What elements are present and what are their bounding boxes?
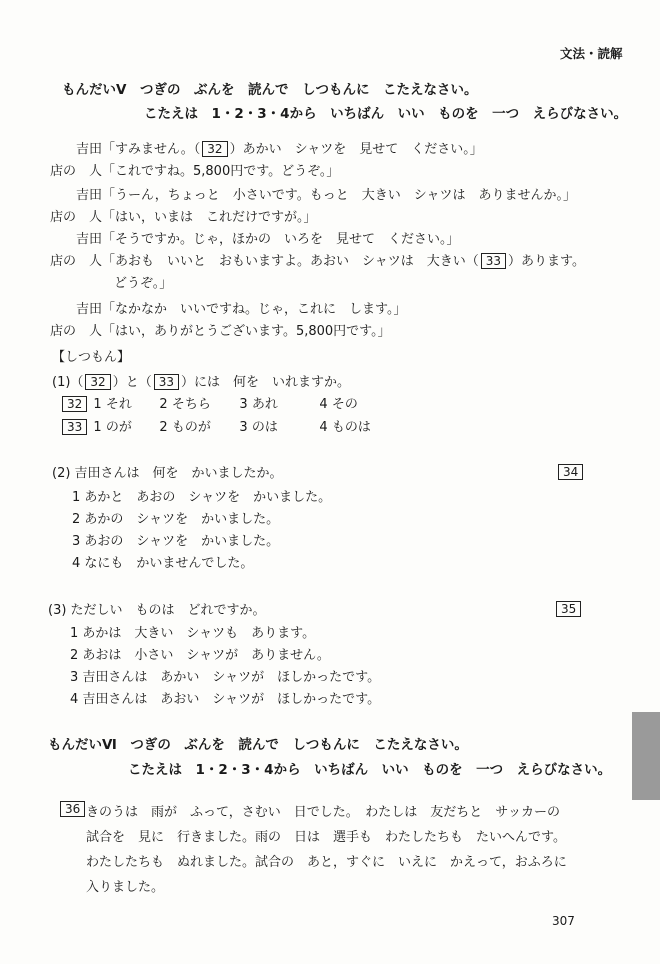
- page-number: 307: [552, 914, 575, 928]
- option[interactable]: 3 のは: [239, 420, 278, 435]
- question-2: (2) 吉田さんは 何を かいましたか。: [52, 466, 283, 481]
- dialogue-speaker: 吉田: [75, 302, 102, 317]
- number-box: 34: [558, 464, 583, 480]
- mondai5-title: もんだいⅤ つぎの ぶんを 読んで しつもんに こたえなさい。: [62, 82, 478, 98]
- paragraph-line-1: きのうは 雨が ふって，さむい 日でした。 わたしは 友だちと サッカーの: [86, 805, 560, 820]
- dialogue-line: [50, 160, 339, 179]
- dialogue-speaker: 店の 人: [50, 164, 103, 179]
- dialogue-speaker: 店の 人: [50, 324, 103, 339]
- dialogue-text-post: ）あかい シャツを 見せて ください。」: [229, 142, 483, 157]
- dialogue-text: 「うーん，ちょっと 小さいです。もっと 大きい シャツは ありませんか。」: [102, 188, 576, 203]
- blank-box: 33: [481, 253, 506, 269]
- paragraph-line-3: わたしたちも ぬれました。試合の あと，すぐに いえに かえって，おふろに: [86, 855, 567, 870]
- option[interactable]: 1 それ: [93, 397, 132, 412]
- question-3: (3) ただしい ものは どれですか。: [48, 603, 266, 618]
- dialogue-line: [50, 298, 406, 317]
- q3-option-1[interactable]: 1 あかは 大きい シャツも あります。: [70, 626, 316, 641]
- dialogue-line: [50, 320, 391, 339]
- q3-option-3[interactable]: 3 吉田さんは あかい シャツが ほしかったです。: [70, 670, 381, 685]
- paragraph-line-2: 試合を 見に 行きました。雨の 日は 選手も わたしたちも たいへんです。: [86, 830, 566, 845]
- dialogue-text: 「これですね。5,800円です。どうぞ。」: [102, 164, 340, 179]
- dialogue-text: 「あおも いいと おもいますよ。あおい シャツは 大きい（: [102, 254, 479, 269]
- dialogue-text-post: ）あります。: [508, 254, 585, 269]
- option[interactable]: 2 ものが: [159, 420, 211, 435]
- question-1: [52, 371, 350, 390]
- dialogue-speaker: 吉田: [75, 142, 102, 157]
- option[interactable]: 3 あれ: [239, 397, 278, 412]
- dialogue-text: 「すみません。（: [102, 142, 201, 157]
- question-number-34: [556, 464, 585, 480]
- number-box: 36: [60, 801, 85, 817]
- mondai5-instruction: こたえは 1・2・3・4から いちばん いい ものを 一つ えらびなさい。: [144, 106, 628, 122]
- q2-option-2[interactable]: 2 あかの シャツを かいました。: [72, 512, 280, 527]
- q2-option-4[interactable]: 4 なにも かいませんでした。: [72, 556, 254, 571]
- dialogue-speaker: 店の 人: [50, 210, 103, 225]
- mondai6-title: もんだいⅥ つぎの ぶんを 読んで しつもんに こたえなさい。: [48, 737, 468, 753]
- dialogue-text: 「はい，ありがとうございます。5,800円です。」: [102, 324, 391, 339]
- section-header: 文法・読解: [560, 46, 623, 61]
- dialogue-line: [50, 138, 483, 157]
- q2-option-1[interactable]: 1 あかと あおの シャツを かいました。: [72, 490, 332, 505]
- dialogue-text: どうぞ。」: [114, 276, 173, 291]
- dialogue-line: [50, 250, 585, 269]
- q1-pre: (1)（: [52, 375, 84, 390]
- blank-33: 33: [154, 374, 179, 390]
- dialogue-line: [50, 272, 172, 291]
- question-number-35: [554, 601, 583, 617]
- dialogue-speaker: 店の 人: [50, 254, 103, 269]
- dialogue-line: [50, 206, 317, 225]
- index-tab: [632, 712, 660, 800]
- dialogue-text: 「はい，いまは これだけですが。」: [102, 210, 317, 225]
- q1-row-32: [60, 393, 385, 412]
- questions-header: 【しつもん】: [52, 350, 131, 365]
- blank-box: 32: [202, 141, 227, 157]
- dialogue-speaker: 吉田: [75, 188, 102, 203]
- q1-mid: ）と（: [112, 375, 152, 390]
- number-box: 35: [556, 601, 581, 617]
- option[interactable]: 4 その: [319, 397, 358, 412]
- option[interactable]: 4 ものは: [319, 420, 371, 435]
- option[interactable]: 2 そちら: [159, 397, 211, 412]
- blank-32: 32: [85, 374, 110, 390]
- dialogue-line: [50, 228, 460, 247]
- paragraph-line-4: 入りました。: [86, 880, 165, 895]
- q3-option-2[interactable]: 2 あおは 小さい シャツが ありません。: [70, 648, 330, 663]
- q2-option-3[interactable]: 3 あおの シャツを かいました。: [72, 534, 280, 549]
- q3-option-4[interactable]: 4 吉田さんは あおい シャツが ほしかったです。: [70, 692, 381, 707]
- dialogue-text: 「なかなか いいですね。じゃ，これに します。」: [102, 302, 407, 317]
- dialogue-speaker: 吉田: [75, 232, 102, 247]
- dialogue-line: [50, 184, 576, 203]
- mondai6-instruction: こたえは 1・2・3・4から いちばん いい ものを 一つ えらびなさい。: [128, 762, 612, 778]
- q1-row-label: 32: [62, 396, 87, 412]
- dialogue-text: 「そうですか。じゃ，ほかの いろを 見せて ください。」: [102, 232, 460, 247]
- q1-post: ）には 何を いれますか。: [181, 375, 351, 390]
- question-number-36: [58, 801, 87, 817]
- q1-row-33: [60, 416, 385, 435]
- option[interactable]: 1 のが: [93, 420, 132, 435]
- q1-row-label: 33: [62, 419, 87, 435]
